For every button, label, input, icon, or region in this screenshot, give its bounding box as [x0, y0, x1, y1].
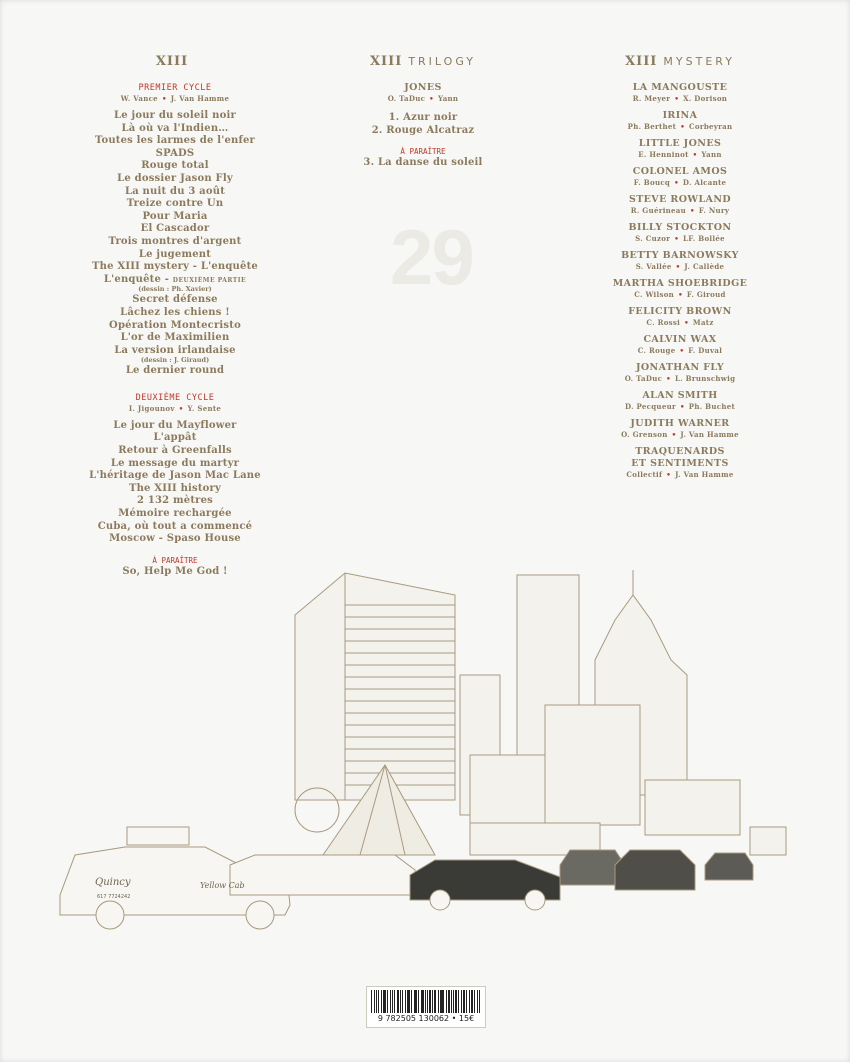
separator-dot: •	[429, 94, 434, 103]
album-title: The XIII history	[128, 482, 222, 494]
barcode-bar	[376, 990, 378, 1013]
premier-cycle-authors	[55, 94, 295, 104]
album-title: La nuit du 3 août	[124, 185, 226, 197]
author: J. Van Hamme	[170, 94, 230, 103]
barcode-bar	[474, 990, 476, 1013]
album-title: Le jour du Mayflower	[113, 419, 237, 431]
upcoming-label: À PARAÎTRE	[152, 555, 198, 565]
series-authors	[560, 430, 800, 440]
barcode-bar	[390, 990, 392, 1013]
album-title: 1. Azur noir	[388, 112, 458, 123]
xiii-logo: XIII	[625, 54, 658, 69]
album-title: La version irlandaise	[114, 344, 236, 356]
barcode-bar	[469, 990, 470, 1013]
author: S. Vallée	[635, 262, 672, 271]
xiii-mystery-column	[560, 54, 800, 486]
barcode-bar	[407, 990, 410, 1013]
album-title: Retour à Greenfalls	[118, 445, 232, 457]
separator-dot: •	[680, 122, 686, 131]
series-name: TRAQUENARDS	[635, 446, 725, 457]
premier-cycle-label: PREMIER CYCLE	[138, 83, 212, 93]
series-authors	[560, 402, 800, 412]
author: Yann	[701, 150, 722, 159]
author: O. TaDuc	[624, 374, 663, 383]
barcode-bar	[425, 990, 426, 1013]
author: L. Brunschwig	[674, 374, 736, 383]
author: J. Callède	[684, 262, 725, 271]
series-name: ET SENTIMENTS	[631, 458, 729, 469]
taxi-wheel	[96, 901, 124, 929]
separator-dot: •	[666, 470, 672, 479]
series-authors	[560, 178, 800, 188]
album-title: L'appât	[153, 432, 197, 444]
series-authors	[318, 94, 528, 104]
mystery-entry	[560, 390, 800, 412]
mystery-entry	[560, 110, 800, 132]
deuxieme-cycle-label: DEUXIÈME CYCLE	[135, 392, 215, 403]
car-wheel	[525, 890, 545, 910]
author: LF. Bollée	[682, 234, 725, 243]
series-name: BILLY STOCKTON	[628, 222, 732, 233]
barcode-bar	[415, 990, 417, 1013]
barcode-bar	[418, 990, 419, 1013]
barcode-bar	[434, 990, 436, 1013]
mystery-entry	[560, 82, 800, 104]
author: Yann	[437, 94, 459, 103]
album-title: Le dernier round	[125, 365, 225, 377]
author: F. Boucq	[633, 178, 671, 187]
mystery-entry	[560, 250, 800, 272]
taxi-phone: 617 7724242	[97, 894, 131, 900]
barcode-bar	[402, 990, 403, 1013]
barcode-bar	[432, 990, 433, 1013]
mystery-entry	[560, 334, 800, 356]
series-authors	[560, 346, 800, 356]
limousine	[230, 855, 415, 895]
upcoming-label: À PARAÎTRE	[400, 147, 446, 157]
separator-dot: •	[692, 150, 698, 159]
upcoming-title: 3. La danse du soleil	[363, 157, 483, 169]
xiii-logo: XIII	[369, 54, 403, 69]
series-authors	[560, 122, 800, 132]
car	[615, 850, 695, 890]
trilogy-titles	[318, 112, 528, 137]
album-title: Moscow - Spaso House	[109, 533, 241, 545]
separator-dot: •	[671, 430, 677, 439]
series-authors	[560, 150, 800, 160]
barcode-bar	[421, 990, 424, 1013]
separator-dot: •	[690, 206, 695, 215]
xiii-logo: XIII	[155, 54, 189, 69]
barcode-bar	[446, 990, 447, 1013]
mystery-list	[560, 82, 800, 440]
author: I. Jigounov	[128, 403, 175, 413]
series-authors	[560, 234, 800, 244]
author: J. Van Hamme	[680, 430, 739, 439]
barcode-bar	[405, 990, 406, 1013]
series-authors	[560, 262, 800, 272]
author: C. Rossi	[646, 318, 681, 327]
mystery-entry	[560, 362, 800, 384]
album-title: Secret défense	[132, 294, 218, 306]
author: Corbeyran	[689, 122, 733, 131]
barcode-bar	[429, 990, 431, 1013]
series-name: JUDITH WARNER	[630, 418, 730, 429]
album-subtitle: DEUXIÈME PARTIE	[172, 276, 247, 284]
barcode-bar	[463, 990, 466, 1013]
separator-dot: •	[684, 318, 689, 327]
mystery-entry	[560, 166, 800, 188]
author: F. Nury	[698, 206, 730, 215]
volume-number: 29	[390, 213, 473, 301]
mystery-entry	[560, 222, 800, 244]
barcode-bar	[448, 990, 450, 1013]
series-name: LA MANGOUSTE	[632, 82, 728, 93]
author: Ph. Buchet	[688, 402, 736, 411]
building	[645, 780, 740, 835]
mystery-entry	[560, 306, 800, 328]
series-name: CALVIN WAX	[643, 334, 717, 345]
author: Ph. Berthet	[627, 122, 677, 131]
barcode-bar	[392, 990, 393, 1013]
car-wheel	[430, 890, 450, 910]
separator-dot: •	[679, 346, 685, 355]
separator-dot: •	[178, 403, 184, 413]
album-title: Le message du martyr	[110, 457, 240, 469]
album-title: Trois montres d'argent	[108, 235, 242, 247]
album-title: 2. Rouge Alcatraz	[371, 124, 475, 136]
barcode-bar	[394, 990, 395, 1013]
barcode	[366, 986, 486, 1028]
barcode-bar	[427, 990, 428, 1013]
barcode-bar	[461, 990, 462, 1013]
album-title: Treize contre Un	[126, 198, 224, 210]
series-name: JONATHAN FLY	[635, 362, 725, 373]
album-title: Le dossier Jason Fly	[117, 172, 233, 184]
mystery-entry	[560, 194, 800, 216]
mystery-heading-text: MYSTERY	[663, 55, 735, 68]
author: D. Pecqueur	[624, 402, 676, 411]
upcoming-title: So, Help Me God !	[122, 565, 228, 577]
barcode-bar	[387, 990, 388, 1013]
album-title: Opération Montecristo	[109, 319, 241, 331]
separator-dot: •	[679, 402, 685, 411]
barcode-bars	[371, 990, 481, 1013]
premier-cycle-titles	[55, 110, 295, 378]
barcode-bar	[400, 990, 402, 1013]
taxi-brand: Yellow Cab	[200, 881, 245, 890]
barcode-bar	[383, 990, 386, 1013]
deuxieme-cycle-titles	[55, 420, 295, 546]
album-title: 2 132 mètres	[136, 495, 214, 507]
xiii-heading	[55, 54, 295, 70]
taxi-name: Quincy	[95, 877, 131, 888]
separator-dot: •	[666, 374, 671, 383]
album-title: SPADS	[155, 147, 195, 159]
trilogy-heading	[318, 54, 528, 70]
xiii-trilogy-column	[318, 54, 528, 170]
taxi-wheel	[246, 901, 274, 929]
drawing-credit: (dessin : J. Giraud)	[140, 356, 210, 365]
office-building	[295, 573, 455, 800]
xiii-column	[55, 54, 295, 578]
author: C. Rouge	[637, 346, 676, 355]
author: Y. Sente	[187, 403, 222, 413]
barcode-bar	[438, 990, 439, 1013]
author: C. Wilson	[634, 290, 675, 299]
barcode-bar	[451, 990, 452, 1013]
series-name: ALAN SMITH	[642, 390, 718, 401]
barcode-bar	[441, 990, 444, 1013]
album-title: Le jugement	[138, 248, 212, 260]
album-title: Mémoire rechargée	[118, 508, 232, 520]
barcode-bar	[381, 990, 382, 1013]
building	[545, 705, 640, 825]
author: X. Dorison	[683, 94, 728, 103]
author: F. Duval	[688, 346, 723, 355]
series-authors	[560, 290, 800, 300]
barcode-bar	[458, 990, 459, 1013]
album-title: The XIII mystery - L'enquête	[92, 261, 258, 273]
series-name: BETTY BARNOWSKY	[621, 250, 739, 261]
separator-dot: •	[674, 94, 680, 103]
album-title: Pour Maria	[142, 210, 208, 222]
city-street-illustration	[55, 565, 795, 945]
separator-dot: •	[675, 262, 681, 271]
separator-dot: •	[674, 234, 679, 243]
barcode-bar	[466, 990, 467, 1013]
trilogy-heading-text: TRILOGY	[408, 55, 477, 68]
author: O. Grenson	[621, 430, 668, 439]
barcode-bar	[477, 990, 478, 1013]
mystery-entry	[560, 418, 800, 440]
mystery-entry	[560, 278, 800, 300]
mystery-entry	[560, 446, 800, 480]
deuxieme-cycle-authors	[55, 404, 295, 414]
barcode-bar	[414, 990, 415, 1013]
truck	[750, 827, 786, 855]
author: Collectif	[626, 470, 663, 479]
series-name: STEVE ROWLAND	[628, 194, 732, 205]
taxi-roof-sign	[127, 827, 189, 845]
album-title: L'héritage de Jason Mac Lane	[89, 470, 261, 482]
album-title: Cuba, où tout a commencé	[97, 520, 253, 532]
car	[705, 853, 753, 880]
barcode-bar	[440, 990, 441, 1013]
separator-dot: •	[678, 290, 683, 299]
author: D. Alcante	[682, 178, 727, 187]
author: S. Cuzor	[635, 234, 671, 243]
author: F. Giroud	[686, 290, 726, 299]
barcode-bar	[411, 990, 412, 1013]
series-name: MARTHA SHOEBRIDGE	[612, 278, 748, 289]
album-title-text: L'enquête -	[103, 273, 173, 285]
barcode-bar	[371, 990, 372, 1013]
author: R. Meyer	[632, 94, 671, 103]
separator-dot: •	[674, 178, 679, 187]
barcode-bar	[378, 990, 379, 1013]
barcode-bar	[471, 990, 473, 1013]
series-name: IRINA	[662, 110, 698, 121]
series-name: JONES	[404, 82, 442, 93]
series-authors	[560, 374, 800, 384]
mystery-entry	[560, 138, 800, 160]
author: W. Vance	[120, 94, 158, 103]
barcode-bar	[453, 990, 454, 1013]
barcode-bar	[374, 990, 375, 1013]
isbn-price: 9 782505 130062 • 15€	[377, 1014, 475, 1023]
barcode-bar	[397, 990, 399, 1013]
barcode-bar	[479, 990, 480, 1013]
author: J. Van Hamme	[675, 470, 734, 479]
mystery-heading	[560, 54, 800, 70]
album-title: Rouge total	[141, 160, 209, 172]
album-title: Là où va l'Indien…	[121, 122, 229, 134]
series-name: COLONEL AMOS	[632, 166, 728, 177]
author: O. TaDuc	[387, 94, 426, 103]
series-authors	[560, 318, 800, 328]
series-name: LITTLE JONES	[638, 138, 722, 149]
author: E. Henninot	[638, 150, 689, 159]
album-title: Le jour du soleil noir	[114, 110, 236, 121]
album-title: El Cascador	[140, 223, 210, 235]
drawing-credit: (dessin : Ph. Xavier)	[138, 285, 212, 294]
album-title: Toutes les larmes de l'enfer	[94, 135, 256, 147]
author: R. Guérineau	[630, 206, 687, 215]
album-title: L'or de Maximilien	[120, 332, 230, 344]
series-name: FELICITY BROWN	[628, 306, 732, 317]
separator-dot: •	[161, 94, 167, 103]
series-authors	[560, 206, 800, 216]
author: Matz	[692, 318, 714, 327]
album-title: Lâchez les chiens !	[120, 306, 230, 318]
series-authors	[560, 470, 800, 480]
series-authors	[560, 94, 800, 104]
barcode-bar	[455, 990, 457, 1013]
